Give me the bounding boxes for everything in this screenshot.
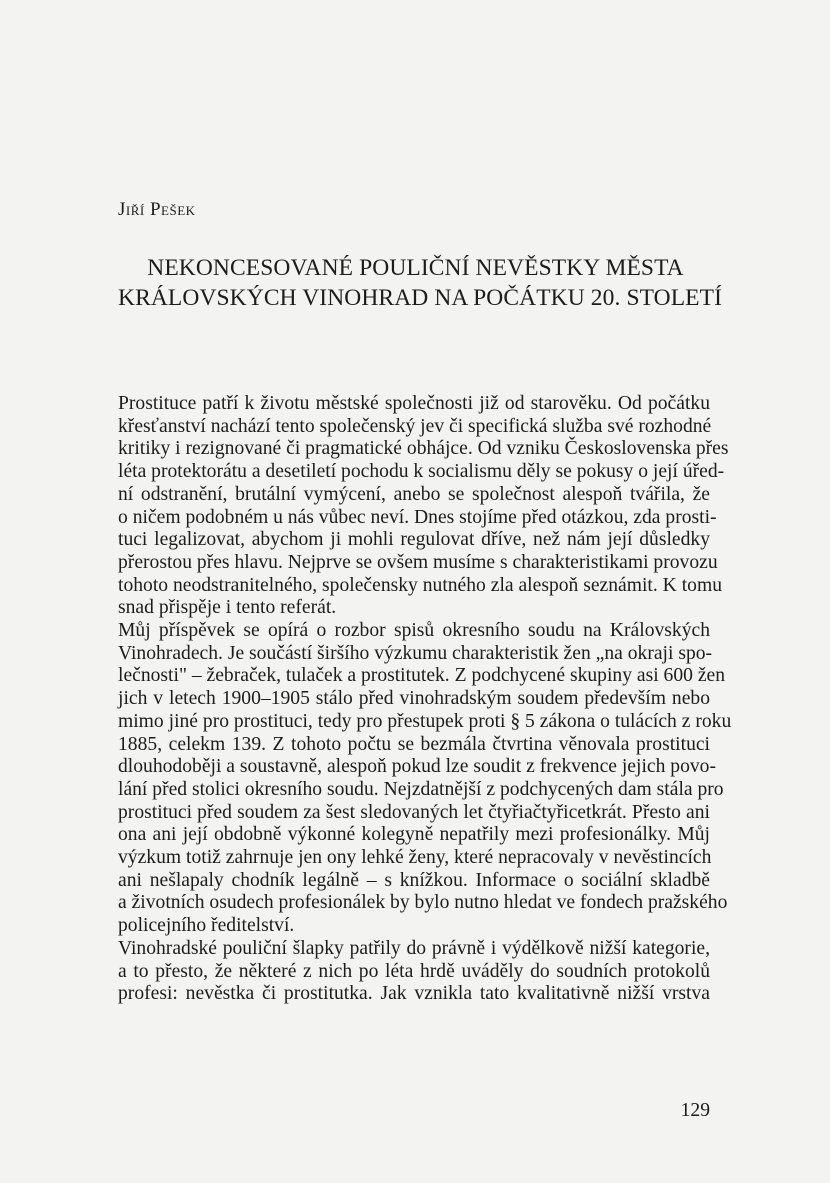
text-line: lečnosti" – žebraček, tulaček a prostitutek. Z podchycené skupiny asi 600 žen — [118, 665, 726, 687]
paragraph-3 — [118, 938, 710, 1006]
text-line: policejního ředitelství. — [118, 915, 295, 937]
text-line: Vinohradech. Je součástí širšího výzkumu charakteristik žen „na okraji spo- — [118, 642, 713, 664]
paragraph-2 — [118, 620, 732, 938]
text-line: dlouhodoběji a soustavně, alespoň pokud lze soudit z frekvence jejich povo- — [118, 756, 716, 778]
page-number: 129 — [680, 1100, 710, 1121]
text-line: výzkum totiž zahrnuje jen ony lehké ženy, které nepracovaly v nevěstincích — [118, 847, 712, 869]
text-line: přerostou přes hlavu. Nejprve se ovšem musíme s charakteristikami provozu — [118, 551, 718, 573]
title-line-2: KRÁLOVSKÝCH VINOHRAD NA POČÁTKU 20. STOLETÍ — [118, 285, 723, 311]
article-title — [118, 253, 723, 313]
text-line: jich v letech 1900–1905 stálo před vinohradským soudem především nebo — [118, 688, 710, 710]
text-line: a to přesto, že některé z nich po léta hrdě uváděly do soudních protokolů — [118, 960, 710, 982]
text-line: tuci legalizovat, abychom ji mohli regulovat dříve, než nám její důsledky — [118, 529, 710, 551]
text-line: ní odstranění, brutální vymýcení, anebo se společnost alespoň tvářila, že — [118, 483, 710, 505]
text-line: ani nešlapaly chodník legálně – s knížkou. Informace o sociální skladbě — [118, 869, 710, 891]
text-line: Vinohradské pouliční šlapky patřily do právně i výdělkově nižší kategorie, — [118, 937, 710, 959]
text-line: léta protektorátu a desetiletí pochodu k socialismu děly se pokusy o její úřed- — [118, 461, 725, 483]
article-body — [118, 393, 732, 1006]
text-line: mimo jiné pro prostituci, tedy pro přestupek proti § 5 zákona o tulácích z roku — [118, 710, 732, 732]
text-line: Prostituce patří k životu městské společnosti již od starověku. Od počátku — [118, 393, 710, 414]
author-name: Jiří Pešek — [118, 199, 196, 220]
text-line: tohoto neodstranitelného, společensky nutného zla alespoň seznámit. K tomu — [118, 574, 723, 596]
text-line: 1885, celekm 139. Z tohoto počtu se bezmála čtvrtina věnovala prostituci — [118, 733, 710, 755]
text-line: Můj příspěvek se opírá o rozbor spisů okresního soudu na Královských — [118, 620, 710, 642]
text-line: kritiky i rezignované či pragmatické obhájce. Od vzniku Československa přes — [118, 438, 729, 460]
text-line: snad přispěje i tento referát. — [118, 597, 337, 619]
text-line: křesťanství nachází tento společenský jev či specifická služba své rozhodné — [118, 415, 712, 437]
text-line: lání před stolici okresního soudu. Nejzdatnější z podchycených dam stála pro — [118, 778, 724, 800]
text-line: ona ani její obdobně výkonné kolegyně nepatřily mezi profesionálky. Můj — [118, 824, 710, 846]
text-line: prostituci před soudem za šest sledovaných let čtyřiačtyřicetkrát. Přesto ani — [118, 801, 710, 823]
text-line: a životních osudech profesionálek by bylo nutno hledat ve fondech pražského — [118, 892, 728, 914]
text-line: profesi: nevěstka či prostitutka. Jak vznikla tato kvalitativně nižší vrstva — [118, 983, 710, 1005]
title-line-1: NEKONCESOVANÉ POULIČNÍ NEVĚSTKY MĚSTA — [147, 255, 684, 281]
paragraph-1 — [118, 393, 729, 620]
text-line: o ničem podobném u nás vůbec neví. Dnes stojíme před otázkou, zda prosti- — [118, 506, 717, 528]
